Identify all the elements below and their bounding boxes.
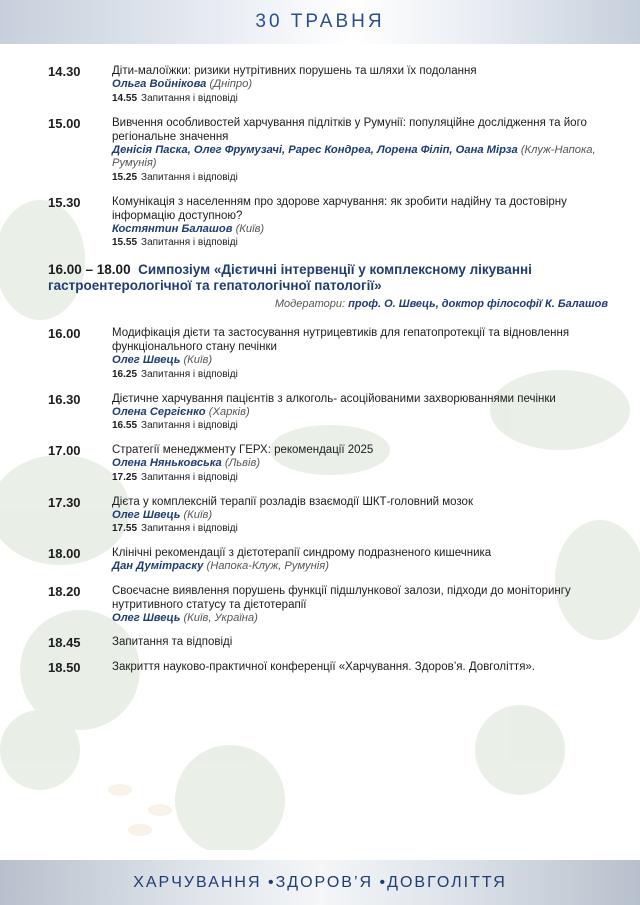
program-item (48, 392, 608, 434)
speaker-name: Дан Думітраску (112, 560, 204, 572)
item-qa (112, 368, 608, 382)
speaker-name: Ольга Войнікова (112, 78, 207, 90)
qa-time: 15.55 (112, 237, 138, 248)
qa-label: Запитання і відповіді (141, 420, 238, 431)
item-title: Стратегії менеджменту ГЕРХ: рекомендації 2025 (112, 444, 374, 456)
qa-time: 16.25 (112, 368, 138, 380)
qa-label: Запитання і відповіді (141, 471, 238, 483)
qa-time: 14.55 (112, 92, 138, 104)
item-speaker (112, 354, 608, 368)
item-speaker (112, 406, 608, 420)
qa-label: Запитання і відповіді (141, 368, 238, 380)
speaker-location: (Київ) (235, 222, 265, 235)
item-body (112, 546, 608, 574)
program-item (48, 443, 608, 485)
item-body (112, 495, 608, 537)
item-time: 15.30 (48, 194, 81, 210)
item-qa (112, 419, 608, 433)
item-body (112, 326, 608, 382)
speaker-location: (Дніпро) (209, 78, 253, 90)
speaker-name: Олег Швець (112, 508, 181, 521)
item-title: Клінічні рекомендації з дієтотерапії синдрому подразненого кишечника (112, 547, 492, 559)
symposium-heading (48, 262, 608, 294)
item-time: 18.00 (48, 546, 81, 561)
qa-label: Запитання і відповіді (141, 237, 238, 248)
item-time: 14.30 (48, 64, 81, 79)
item-time: 15.00 (48, 115, 81, 131)
qa-time: 17.55 (112, 523, 138, 534)
qa-time: 16.55 (112, 420, 138, 431)
program-item (48, 495, 608, 537)
speaker-name: Олена Няньковська (112, 457, 222, 469)
date-heading: 30 ТРАВНЯ (255, 11, 385, 32)
speaker-location: (Напока-Клуж, Румунія) (206, 560, 329, 572)
item-speaker (112, 144, 608, 171)
speaker-name: Денісія Паска, Олег Фрумузачі, Рарес Кондреа, Лорена Філіп, Оана Мірза (112, 143, 518, 156)
item-speaker (112, 457, 608, 471)
item-title: Своєчасне виявлення порушень функції підшлункової залози, підходи до моніторингу нутритивного статусу та дієтотерапії (112, 584, 571, 611)
item-time: 16.00 (48, 326, 81, 341)
item-body (112, 64, 608, 106)
qa-label: Запитання і відповіді (141, 171, 238, 183)
item-time: 18.50 (48, 660, 81, 675)
speaker-location: (Київ, Україна) (183, 611, 258, 624)
symposium-time: 16.00 – 18.00 (48, 262, 131, 277)
page-footer (0, 860, 640, 905)
program-item (48, 64, 608, 106)
item-title: Вивчення особливостей харчування підлітків у Румунії: популяційне дослідження та його регіональне значення (112, 116, 587, 143)
item-body (112, 584, 608, 626)
item-body (112, 116, 608, 185)
symposium-moderators (48, 298, 608, 310)
item-speaker (112, 560, 608, 574)
moderators-label: Модератори: (274, 298, 346, 310)
item-time: 16.30 (48, 391, 81, 407)
item-title: Закриття науково-практичної конференції «Харчування. Здоров’я. Довголіття». (112, 661, 536, 673)
program-item (48, 584, 608, 626)
program-item (48, 660, 608, 675)
item-title: Дієтичне харчування пацієнтів з алкоголь- асоційованими захворюваннями печінки (112, 392, 556, 405)
item-qa (112, 471, 608, 485)
program-item (48, 635, 608, 650)
speaker-location: (Харків) (208, 405, 250, 418)
item-time: 18.45 (48, 635, 81, 650)
symposium-title: Симпозіум «Дієтичні інтервенції у комплексному лікуванні гастроентерологічної та гепатологічної патології» (48, 262, 532, 293)
speaker-location: (Клуж-Напока, Румунія) (112, 143, 596, 169)
item-body (112, 635, 608, 650)
program-item (48, 326, 608, 382)
qa-time: 15.25 (112, 171, 138, 183)
speaker-location: (Львів) (224, 457, 261, 469)
item-speaker (112, 612, 608, 626)
item-title: Запитання та відповіді (112, 636, 233, 648)
item-time: 17.00 (48, 443, 81, 458)
item-speaker (112, 509, 608, 523)
item-title: Модифікація дієти та застосування нутрицевтиків для гепатопротекції та відновлення функціонального стану печінки (112, 327, 570, 353)
qa-label: Запитання і відповіді (141, 92, 238, 104)
item-title: Дієта у комплексній терапії розладів взаємодії ШКТ-головний мозок (112, 495, 473, 508)
item-qa (112, 236, 608, 250)
footer-slogan: ХАРЧУВАННЯ •ЗДОРОВ’Я •ДОВГОЛІТТЯ (133, 873, 507, 891)
program-list-part2 (48, 326, 608, 675)
qa-label: Запитання і відповіді (141, 523, 238, 534)
item-title: Діти-малоїжки: ризики нутрітивних порушень та шляхи їх подолання (112, 65, 477, 77)
page-header (0, 0, 640, 44)
item-speaker (112, 78, 608, 92)
speaker-name: Олег Швець (112, 354, 181, 366)
item-qa (112, 92, 608, 106)
item-time: 18.20 (48, 583, 81, 599)
item-body (112, 392, 608, 434)
item-body (112, 660, 608, 675)
program-content (48, 64, 608, 685)
speaker-name: Олена Сергієнко (112, 405, 206, 418)
speaker-location: (Київ) (183, 354, 213, 366)
item-qa (112, 171, 608, 185)
program-list-part1 (48, 64, 608, 250)
program-item (48, 195, 608, 251)
item-title: Комунікація з населенням про здорове харчування: як зробити надійну та достовірну інформацію доступною? (112, 195, 567, 222)
moderators-names: проф. О. Швець, доктор філософії К. Балашов (348, 298, 608, 310)
speaker-name: Костянтин Балашов (112, 222, 233, 235)
qa-time: 17.25 (112, 471, 138, 483)
item-speaker (112, 223, 608, 237)
program-item (48, 116, 608, 185)
speaker-location: (Київ) (183, 508, 213, 521)
item-qa (112, 522, 608, 536)
item-time: 17.30 (48, 494, 81, 510)
program-item (48, 546, 608, 574)
speaker-name: Олег Швець (112, 611, 181, 624)
item-body (112, 443, 608, 485)
item-body (112, 195, 608, 251)
